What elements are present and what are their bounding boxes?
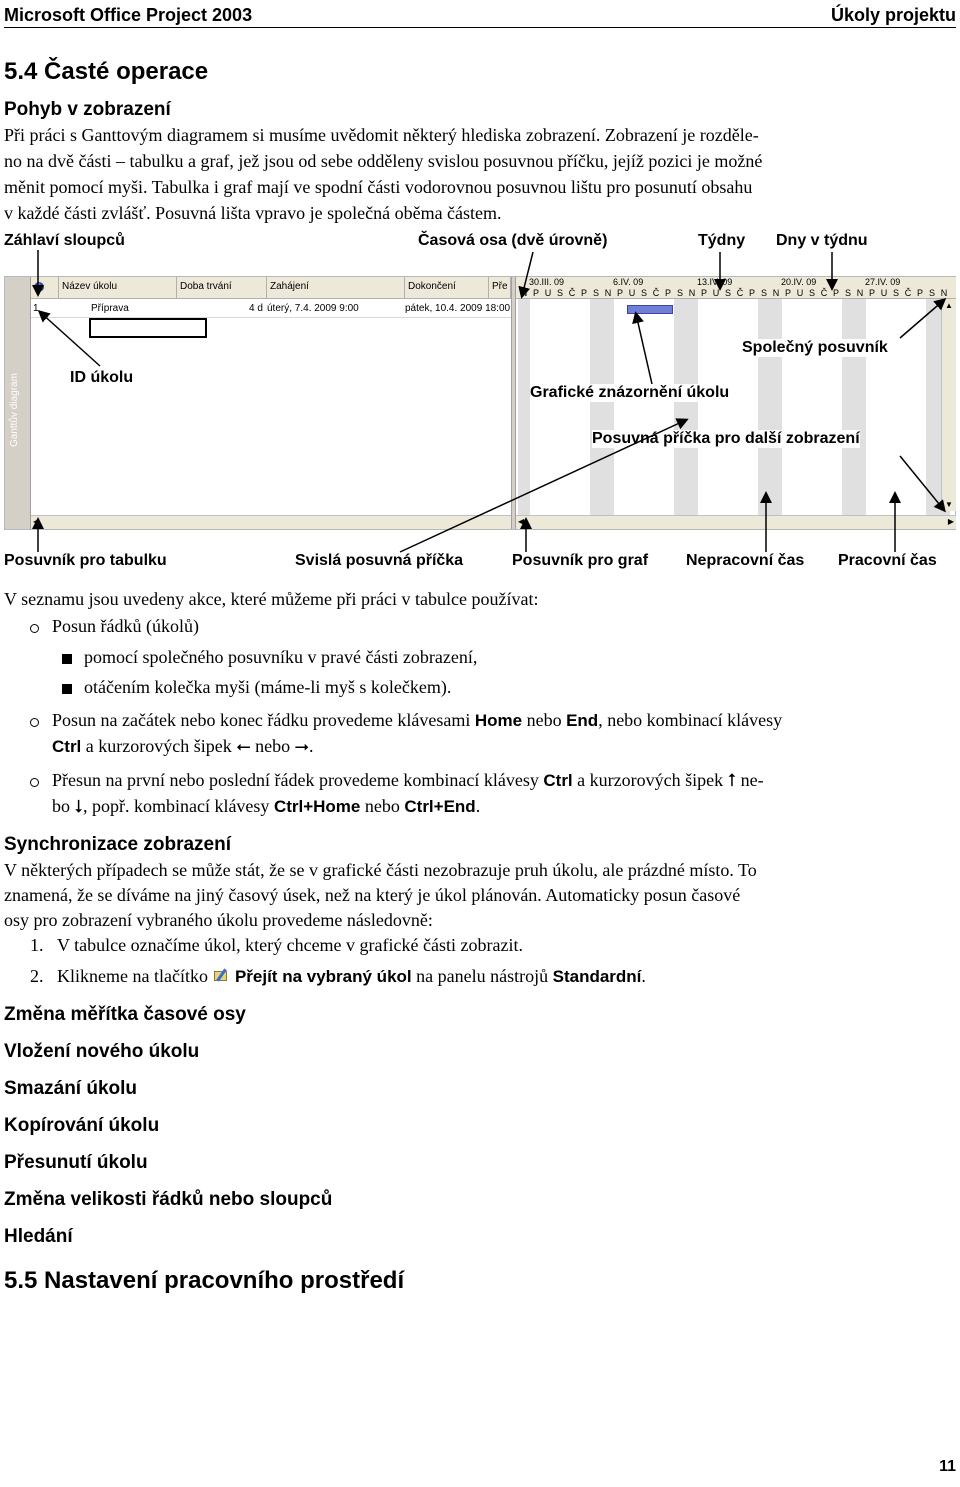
- day-label: P: [700, 288, 707, 298]
- list-subitem: pomocí společného posuvníku v pravé části zobrazení,: [84, 647, 478, 667]
- text: nebo: [522, 710, 567, 730]
- day-label: S: [556, 288, 563, 298]
- section-title: 5.5 Nastavení pracovního prostředí: [4, 1267, 405, 1294]
- day-label: N: [604, 288, 612, 298]
- day-label: S: [676, 288, 683, 298]
- arrow-right-icon: ⭢: [294, 736, 310, 756]
- week-label: 6.IV. 09: [613, 277, 644, 287]
- day-label: S: [724, 288, 731, 298]
- text: nebo: [250, 736, 295, 756]
- week-label: 30.III. 09: [529, 277, 565, 287]
- list-item: Posun řádků (úkolů): [52, 616, 199, 636]
- goto-task-icon: [212, 968, 230, 984]
- column-header[interactable]: Zahájení: [267, 277, 405, 299]
- key-home: Home: [474, 711, 523, 730]
- column-header[interactable]: Doba trvání: [177, 277, 267, 299]
- list-item: [52, 710, 782, 731]
- text: , popř. kombinací klávesy: [82, 796, 274, 816]
- day-label: P: [832, 288, 839, 298]
- day-label: P: [580, 288, 587, 298]
- list-item: [52, 770, 764, 791]
- day-label: S: [760, 288, 767, 298]
- step-text: V tabulce označíme úkol, který chceme v grafické části zobrazit.: [57, 935, 523, 955]
- heading: Smazání úkolu: [4, 1078, 138, 1099]
- label-nonworking-time: Nepracovní čas: [686, 552, 805, 569]
- day-label: N: [688, 288, 696, 298]
- scroll-down-icon[interactable]: ▼: [945, 500, 953, 509]
- paragraph-line: V některých případech se může stát, že se v grafické části nezobrazuje pruh úkolu, ale prázdné místo. To: [4, 860, 757, 880]
- scroll-up-icon[interactable]: ▲: [945, 301, 953, 310]
- label-days: Dny v týdnu: [776, 232, 868, 249]
- key-ctrl: Ctrl: [52, 737, 82, 756]
- text: a kurzorových šipek: [81, 736, 237, 756]
- day-label: Č: [820, 288, 828, 298]
- day-label: Č: [652, 288, 660, 298]
- day-label: Č: [904, 288, 912, 298]
- label-vertical-splitter: Svislá posuvná příčka: [295, 552, 464, 569]
- day-label: S: [844, 288, 851, 298]
- day-label: P: [868, 288, 875, 298]
- arrow-down-icon: ⭣: [74, 796, 83, 816]
- text: Klikneme na tlačítko: [57, 966, 213, 986]
- scroll-left-icon[interactable]: ◀: [518, 517, 525, 526]
- text: Posun na začátek nebo konec řádku provedeme klávesami: [52, 710, 475, 730]
- column-header[interactable]: Pře: [489, 277, 511, 299]
- info-icon: i: [34, 282, 44, 292]
- arrow-left-icon: ⭠: [236, 736, 251, 756]
- label-weeks: Týdny: [698, 232, 746, 249]
- list-item-cont: Ctrl a kurzorových šipek ⭠ nebo ⭢.: [52, 736, 314, 756]
- week-label: 27.IV. 09: [865, 277, 901, 287]
- day-label: U: [796, 288, 804, 298]
- list-subitem: otáčením kolečka myši (máme-li myš s kolečkem).: [84, 677, 452, 697]
- task-duration[interactable]: 4 d: [249, 303, 263, 314]
- square-bullet-icon: [62, 654, 72, 664]
- label-splitter: Posuvná příčka pro další zobrazení: [592, 430, 860, 447]
- day-label: S: [592, 288, 599, 298]
- text: nebo: [360, 796, 405, 816]
- day-label: Č: [568, 288, 576, 298]
- heading: Změna měřítka časové osy: [4, 1004, 246, 1025]
- header-title: Microsoft Office Project 2003: [4, 5, 253, 25]
- scroll-right-icon[interactable]: ▶: [947, 517, 954, 526]
- task-name[interactable]: Příprava: [91, 303, 129, 314]
- text: , nebo kombinací klávesy: [598, 710, 783, 730]
- day-label: Č: [736, 288, 744, 298]
- day-label: S: [640, 288, 647, 298]
- view-bar-label: Ganttův diagram: [9, 373, 20, 447]
- day-label: S: [928, 288, 935, 298]
- day-label: N: [856, 288, 864, 298]
- day-label: U: [880, 288, 888, 298]
- label-task-graph: Grafické znázornění úkolu: [530, 384, 730, 401]
- label-column-headers: Záhlaví sloupců: [4, 232, 125, 249]
- heading: Hledání: [4, 1226, 73, 1247]
- text: .: [475, 796, 481, 816]
- week-label: 13.IV. 09: [697, 277, 733, 287]
- text: bo: [52, 796, 75, 816]
- square-bullet-icon: [62, 684, 72, 694]
- text: ne-: [736, 770, 764, 790]
- label-timescale: Časová osa (dvě úrovně): [418, 232, 608, 249]
- header-chapter: Úkoly projektu: [830, 5, 956, 25]
- paragraph-line: v každé části zvlášť. Posuvná lišta vpravo je společná oběma částem.: [4, 203, 502, 223]
- week-label: 20.IV. 09: [781, 277, 817, 287]
- day-label: U: [628, 288, 636, 298]
- label-table-scroll: Posuvník pro tabulku: [4, 552, 167, 569]
- day-label: U: [712, 288, 720, 298]
- list-intro: V seznamu jsou uvedeny akce, které můžeme při práci v tabulce používat:: [4, 589, 539, 609]
- text: na panelu nástrojů: [411, 966, 553, 986]
- step-number: 2.: [30, 966, 44, 986]
- label-task-id: ID úkolu: [70, 369, 134, 386]
- section-title: 5.4 Časté operace: [4, 58, 209, 85]
- label-working-time: Pracovní čas: [838, 552, 937, 569]
- text: .: [641, 966, 646, 986]
- heading: Změna velikosti řádků nebo sloupců: [4, 1189, 333, 1210]
- key-ctrl-home: Ctrl+Home: [273, 797, 361, 816]
- day-label: P: [784, 288, 791, 298]
- label-graph-scroll: Posuvník pro graf: [512, 552, 649, 569]
- step-text: [57, 966, 646, 987]
- bullet-icon: [30, 624, 39, 633]
- scroll-left-icon[interactable]: ◀: [33, 517, 40, 526]
- paragraph-line: znamená, že se díváme na jiný časový úsek, než na který je úkol plánován. Automaticky posun časové: [4, 885, 741, 905]
- day-label: P: [748, 288, 755, 298]
- heading: Přesunutí úkolu: [4, 1152, 148, 1173]
- task-finish[interactable]: pátek, 10.4. 2009 18:00: [405, 303, 511, 314]
- page-number: 11: [939, 1458, 956, 1475]
- paragraph-line: měnit pomocí myši. Tabulka i graf mají ve spodní části vodorovnou posuvnou lištu pro posunutí obsahu: [4, 177, 753, 197]
- day-label: P: [664, 288, 671, 298]
- step-number: 1.: [30, 935, 44, 955]
- callout-arrows: [0, 0, 960, 600]
- paragraph-line: Při práci s Ganttovým diagramem si musíme uvědomit některý hlediska zobrazení. Zobrazení je rozděle-: [4, 125, 759, 145]
- key-end: End: [566, 711, 599, 730]
- day-label: N: [772, 288, 780, 298]
- subsection-title: Synchronizace zobrazení: [4, 834, 232, 855]
- column-header[interactable]: Dokončení: [405, 277, 489, 299]
- paragraph-line: no na dvě části – tabulku a graf, jež jsou od sebe odděleny svislou posuvnou příčku, jejíž pozici je možné: [4, 151, 763, 171]
- text: Přesun na první nebo poslední řádek provedeme kombinací klávesy: [52, 770, 544, 790]
- button-name: Přejít na vybraný úkol: [234, 967, 412, 986]
- day-label: S: [808, 288, 815, 298]
- day-label: N: [520, 288, 528, 298]
- key-ctrl: Ctrl: [543, 771, 573, 790]
- subsection-title: Pohyb v zobrazení: [4, 99, 171, 120]
- bullet-icon: [30, 718, 39, 727]
- column-header[interactable]: Název úkolu: [59, 277, 177, 299]
- toolbar-name: Standardní: [552, 967, 642, 986]
- heading: Kopírování úkolu: [4, 1115, 160, 1136]
- label-shared-scroll: Společný posuvník: [742, 339, 888, 356]
- task-start[interactable]: úterý, 7.4. 2009 9:00: [267, 303, 359, 314]
- day-label: U: [544, 288, 552, 298]
- key-ctrl-end: Ctrl+End: [404, 797, 476, 816]
- bullet-icon: [30, 778, 39, 787]
- day-label: P: [616, 288, 623, 298]
- list-item-cont: [52, 796, 480, 817]
- day-label: P: [916, 288, 923, 298]
- day-label: S: [892, 288, 899, 298]
- arrow-up-icon: ⭡: [727, 770, 737, 790]
- day-label: P: [532, 288, 539, 298]
- paragraph-line: osy pro zobrazení vybraného úkolu provedeme následovně:: [4, 910, 433, 930]
- day-label: N: [940, 288, 948, 298]
- text: a kurzorových šipek: [572, 770, 728, 790]
- heading: Vložení nového úkolu: [4, 1041, 200, 1062]
- task-id: 1: [33, 303, 39, 314]
